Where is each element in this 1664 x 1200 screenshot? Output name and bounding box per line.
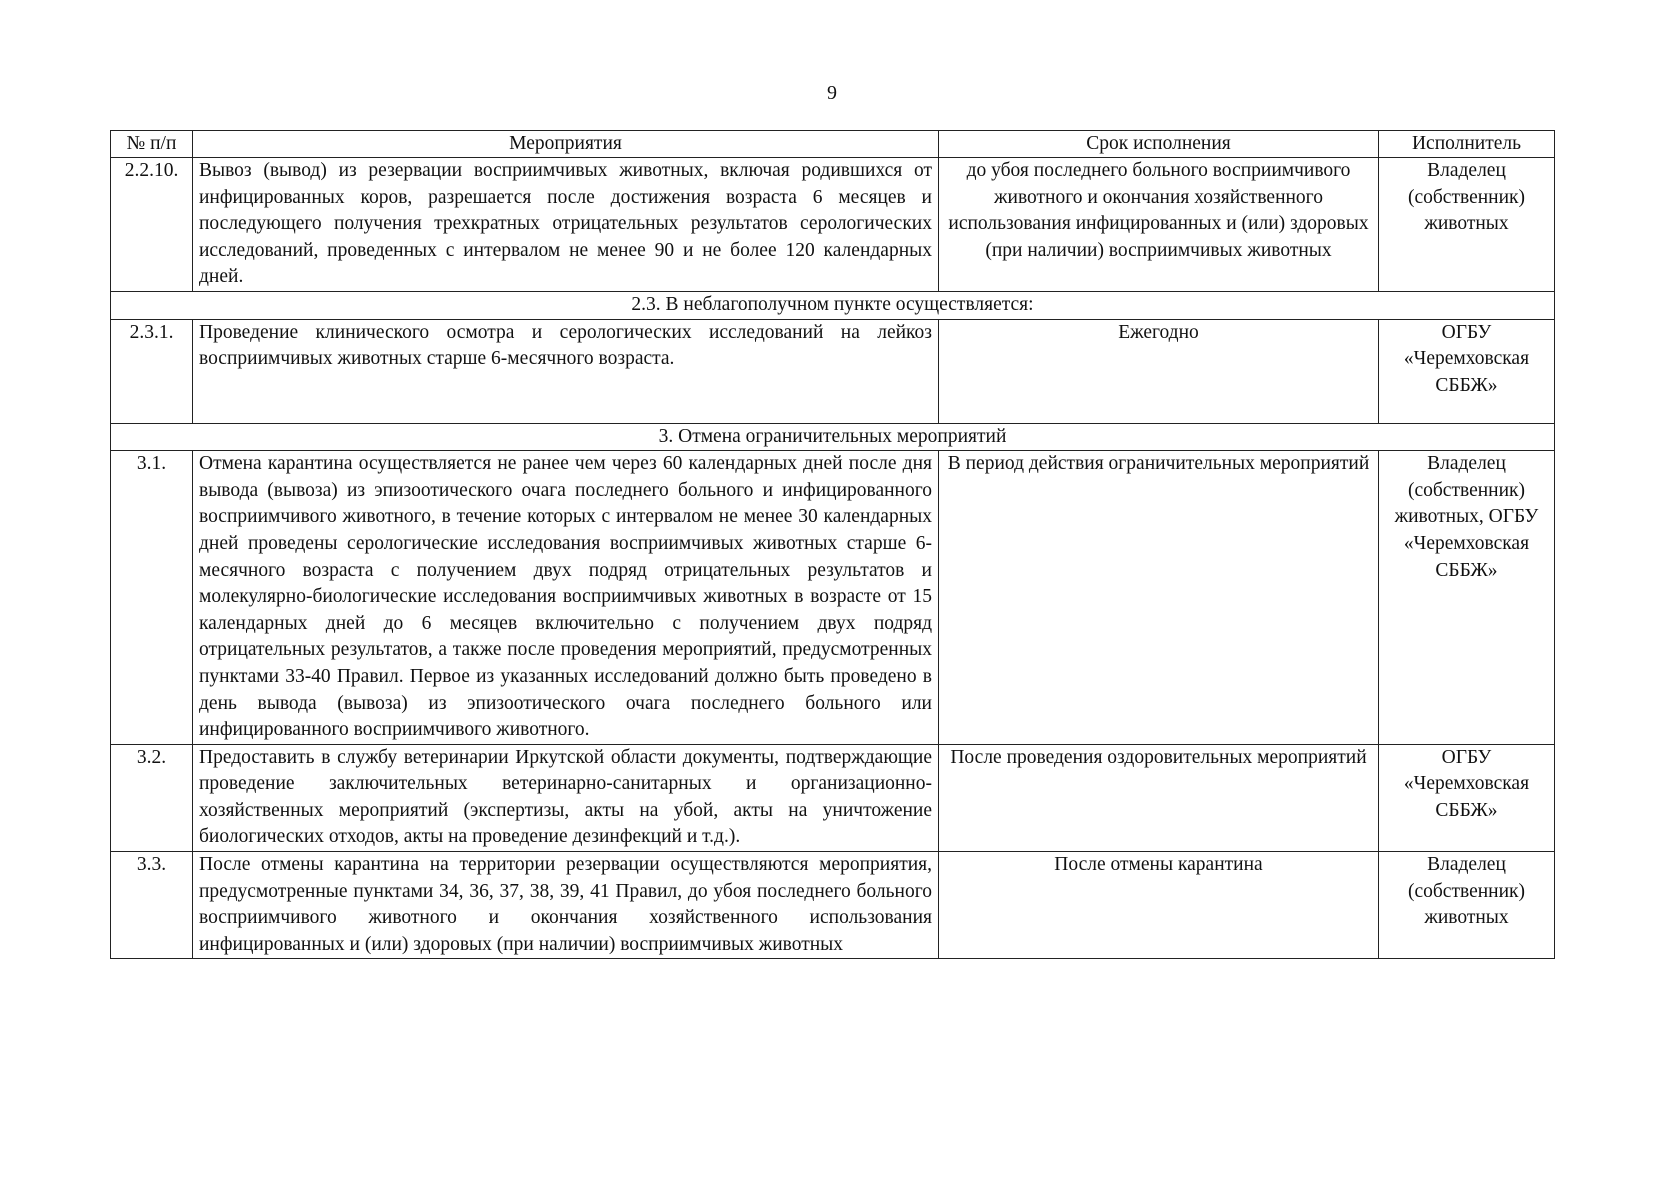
row-measure-text: Проведение клинического осмотра и серологических исследований на лейкоз восприимчивых животных старше 6-месячного возраста. bbox=[193, 319, 939, 423]
page-number: 9 bbox=[827, 82, 837, 104]
header-deadline: Срок исполнения bbox=[939, 131, 1379, 158]
row-measure-text: После отмены карантина на территории резервации осуществляются мероприятия, предусмотренные пунктами 34, 36, 37, 38, 39, 41 Правил, до убоя последнего больного восприимчивого животного и окончания хозяйственного использования инфицированных и (или) здоровых (при наличии) восприимчивых животных bbox=[193, 852, 939, 959]
subheading-2-3: 2.3. В неблагополучном пункте осуществляется: bbox=[111, 291, 1555, 319]
row-number: 3.1. bbox=[111, 451, 193, 745]
section-heading-3: 3. Отмена ограничительных мероприятий bbox=[111, 423, 1555, 451]
row-deadline: После отмены карантина bbox=[939, 852, 1379, 959]
table-row bbox=[111, 158, 1555, 292]
table-row bbox=[111, 744, 1555, 851]
table-header-row bbox=[111, 131, 1555, 158]
row-executor: Владелец (собственник) животных bbox=[1379, 158, 1555, 292]
row-measure-text: Отмена карантина осуществляется не ранее чем через 60 календарных дней после дня вывода (вывоза) из эпизоотического очага последнего больного и инфицированного восприимчивого животного, в течение которых с интервалом не менее 30 календарных дней проведены серологические исследования восприимчивых животных старше 6-месячного возраста с получением двух подряд отрицательных результатов и молекулярно-биологические исследования восприимчивых животных в возрасте от 15 календарных дней до 6 месяцев включительно с получением двух подряд отрицательных результатов, а также после проведения мероприятий, предусмотренных пунктами 33-40 Правил. Первое из указанных исследований должно быть проведено в день вывода (вывоза) из эпизоотического очага последнего больного или инфицированного восприимчивого животного. bbox=[193, 451, 939, 745]
row-number: 2.3.1. bbox=[111, 319, 193, 423]
table-row bbox=[111, 852, 1555, 959]
row-executor: Владелец (собственник) животных, ОГБУ «Черемховская СББЖ» bbox=[1379, 451, 1555, 745]
header-number: № п/п bbox=[111, 131, 193, 158]
row-executor: ОГБУ «Черемховская СББЖ» bbox=[1379, 744, 1555, 851]
row-number: 2.2.10. bbox=[111, 158, 193, 292]
row-measure-text: Вывоз (вывод) из резервации восприимчивых животных, включая родившихся от инфицированных коров, разрешается после достижения возраста 6 месяцев и последующего получения трехкратных отрицательных результатов серологических исследований, проведенных с интервалом не менее 90 и не более 120 календарных дней. bbox=[193, 158, 939, 292]
table-row bbox=[111, 451, 1555, 745]
row-executor: Владелец (собственник) животных bbox=[1379, 852, 1555, 959]
row-number: 3.2. bbox=[111, 744, 193, 851]
table-row bbox=[111, 319, 1555, 423]
section-row bbox=[111, 423, 1555, 451]
header-executor: Исполнитель bbox=[1379, 131, 1555, 158]
row-deadline: до убоя последнего больного восприимчивого животного и окончания хозяйственного использования инфицированных и (или) здоровых (при наличии) восприимчивых животных bbox=[939, 158, 1379, 292]
row-measure-text: Предоставить в службу ветеринарии Иркутской области документы, подтверждающие проведение заключительных ветеринарно-санитарных и организационно-хозяйственных мероприятий (экспертизы, акты на убой, акты на уничтожение биологических отходов, акты на проведение дезинфекций и т.д.). bbox=[193, 744, 939, 851]
row-deadline: Ежегодно bbox=[939, 319, 1379, 423]
subheading-row bbox=[111, 291, 1555, 319]
measures-table bbox=[110, 130, 1555, 959]
row-deadline: После проведения оздоровительных мероприятий bbox=[939, 744, 1379, 851]
row-number: 3.3. bbox=[111, 852, 193, 959]
row-executor: ОГБУ «Черемховская СББЖ» bbox=[1379, 319, 1555, 423]
header-measures: Мероприятия bbox=[193, 131, 939, 158]
row-deadline: В период действия ограничительных мероприятий bbox=[939, 451, 1379, 745]
